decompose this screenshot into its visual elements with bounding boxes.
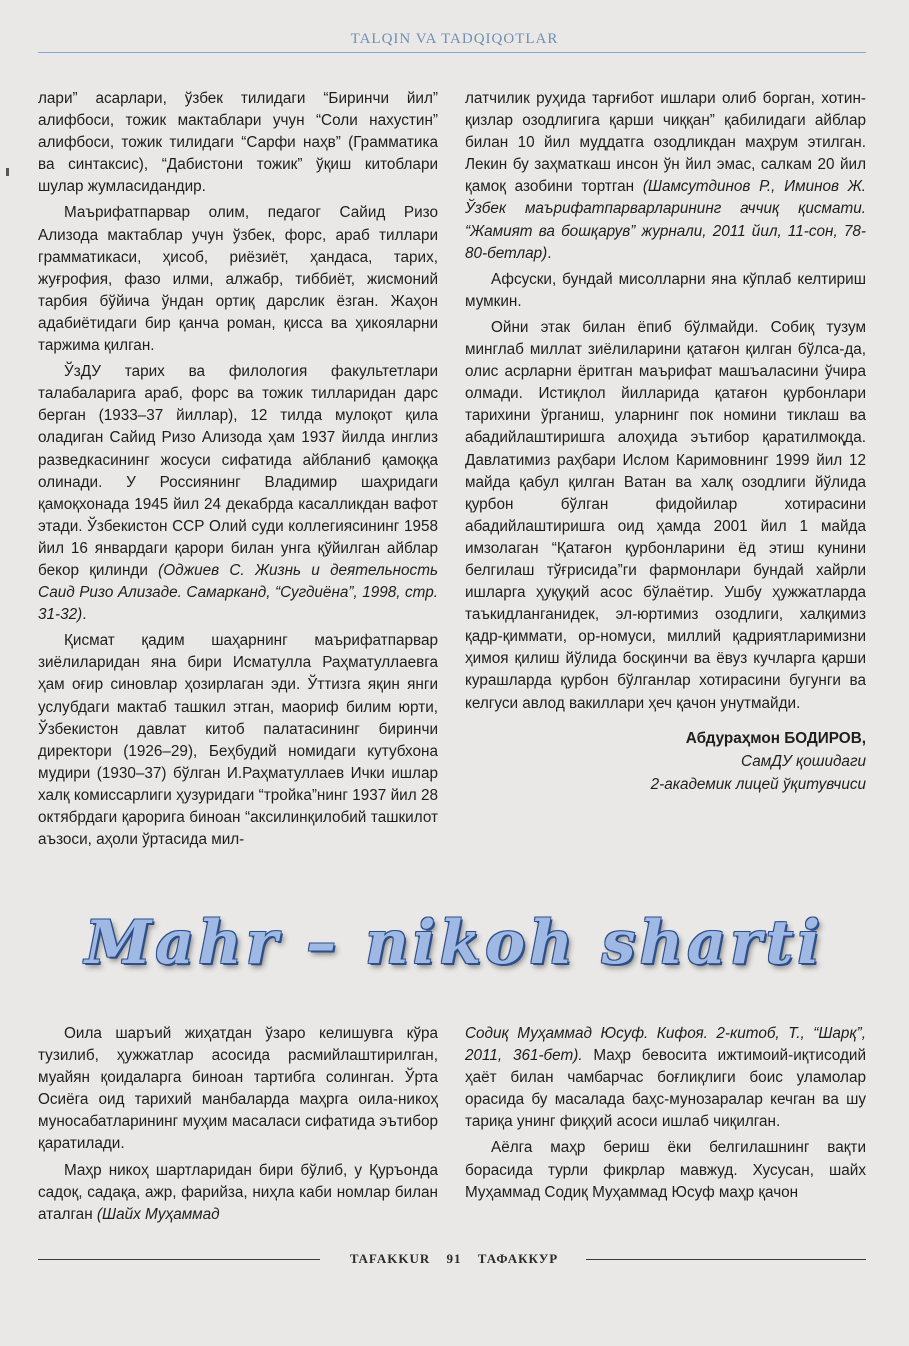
paragraph: Оила шаръий жиҳатдан ўзаро келишувга кўра тузилиб, ҳужжатлар асосида расмийлаштирилган, муайян қоидаларга биноан тартибга солинган. Ўрта Осиёга оид тарихий манбаларда маҳрга оила-никоҳ муносабатларининг муҳим масаласи сифатида эътибор қаратилади. xyxy=(38,1025,438,1153)
author-signature xyxy=(465,727,866,796)
page-number: 91 xyxy=(446,1251,462,1266)
article2-column-2 xyxy=(465,1023,866,1204)
paragraph: Содиқ Муҳаммад Юсуф. Кифоя. 2-китоб, Т., “Шарқ”, 2011, 361-бет). Маҳр бевосита ижтимоий-иқтисодий ҳаёт билан чамбарчас боғлиқлиги боис уламолар орасида бу масалада баҳс-мунозаралар кечган ва шу тариқа унинг фиқҳий асоси ишлаб чиқилган. xyxy=(465,1025,866,1131)
author-affiliation: СамДУ қошидаги xyxy=(741,752,866,770)
citation: Содиқ Муҳаммад Юсуф. Кифоя. 2-китоб, Т., “Шарқ”, 2011, 361-бет). xyxy=(465,1025,866,1065)
citation: (Оджиев С. Жизнь и деятельность Саид Ризо Ализаде. Самарканд, “Сугдиёна”, 1998, стр. 31-32) xyxy=(38,561,438,624)
header-rule xyxy=(38,52,866,53)
paragraph: ЎзДУ тарих ва филология факультетлари талабаларига араб, форс ва тожик тилларидан дарс берган (1933–37 йиллар), 12 тилда мулоқот қила оладиган Сайид Ризо Ализода ҳам 1937 йилда инглиз разведкасининг жосуси сифатида айбланиб қамоққа олинади. У Россиянинг Владимир шаҳридаги қамоқхонада 1945 йил 24 декабрда касалликдан вафот этади. Ўзбекистон ССР Олий суди коллегиясининг 1958 йил 16 январдаги қарори билан унга қўйилган айблар бекор қилинди (Оджиев С. Жизнь и деятельность Саид Ризо Ализаде. Самарканд, “Сугдиёна”, 1998, стр. 31-32). xyxy=(38,363,438,624)
running-header: TALQIN VA TADQIQOTLAR xyxy=(350,31,559,47)
paragraph: Афсуски, бундай мисолларни яна кўплаб келтириш мумкин. xyxy=(465,270,866,310)
article1-column-1 xyxy=(38,88,438,851)
footer-rule-right xyxy=(586,1259,866,1260)
paragraph: лари” асарлари, ўзбек тилидаги “Биринчи йил” алифбоси, тожик мактаблари учун “Соли нахустин” алифбоси, тожик тилидаги “Сарфи наҳв” (Грамматика ва синтаксис), “Дабистони тожик” ўқиш китоблари шулар жумласидандир. xyxy=(38,90,438,196)
paragraph: Қисмат қадим шаҳарнинг маърифатпарвар зиёлиларидан яна бири Исматулла Раҳматуллаевга ҳам оғир синовлар ҳозирлаган эди. Ўттизга яқин янги услубдаги мактаб ташкил этган, маориф билим юрти, Ўзбекистон давлат китоб палатасининг биринчи директори (1926–29), Беҳбудий номидаги кутубхона мудири (1930–37) бўлган И.Раҳматуллаев Ички ишлар халқ комиссарлиги ҳузуридаги “тройка”нинг 1937 йил 28 октябрдаги қарорига биноан “аксилинқилобий ташкилот аъзоси, аҳоли ўртасида мил- xyxy=(38,632,438,849)
paragraph: Маърифатпарвар олим, педагог Сайид Ризо Ализода мактаблар учун ўзбек, форс, араб тиллари грамматикаси, ҳисоб, риёзиёт, ҳандаса, тарих, жуғрофия, фазо илми, алжабр, тиббиёт, жисмоний тарбия бўйича ўндан ортиқ дарслик ёзган. Жаҳон адабиётидаги бир қанча роман, қисса ва ҳикояларни таржима қилган. xyxy=(38,204,438,355)
article2-column-1 xyxy=(38,1023,438,1226)
author-name: Абдураҳмон БОДИРОВ, xyxy=(685,729,866,747)
margin-mark xyxy=(6,168,9,176)
footer-rule-left xyxy=(38,1259,320,1260)
footer-text xyxy=(326,1251,582,1267)
author-position: 2-академик лицей ўқитувчиси xyxy=(650,775,866,793)
citation: (Шамсутдинов Р., Иминов Ж. Ўзбек маърифатпарварларининг аччиқ қисмати. “Жамият ва бошқарув” журнали, 2011 йил, 11-сон, 78-80-бетлар) xyxy=(465,178,866,262)
article-title: Mahr – nikoh sharti xyxy=(84,908,825,978)
paragraph: Аёлга маҳр бериш ёки белгилашнинг вақти борасида турли фикрлар мавжуд. Хусусан, шайх Муҳаммад Содиқ Муҳаммад Юсуф маҳр қачон xyxy=(465,1139,866,1201)
page-footer xyxy=(38,1251,866,1267)
footer-journal-cyrillic: ТАФАККУР xyxy=(477,1251,559,1266)
citation: (Шайх Муҳаммад xyxy=(96,1205,220,1223)
footer-journal-latin: TAFAKKUR xyxy=(349,1251,431,1266)
paragraph: Ойни этак билан ёпиб бўлмайди. Собиқ тузум минглаб миллат зиёлиларини қатағон қилган бўлса-да, олис асрларни ёритган маърифат машъаласини ўчира олмади. Истиқлол йилларида қатағон қурбонлари тарихини ўрганиш, уларнинг пок номини тиклаш ва абадийлаштиришга алоҳида эътибор қаратилмоқда. Давлатимиз раҳбари Ислом Каримовнинг 1999 йил 12 майда қабул қилган Ватан ва халқ озодлиги йўлида қурбон бўлган фидойилар хотирасини абадийлаштиришга оид ҳамда 2001 йил 1 майда имзолаган “Қатағон қурбонларини ёд этиш кунини белгилаш тўғрисида”ги фармонлари бундай хайрли ишларга ҳуқуқий асос бўлаётир. Ушбу ҳужжатларда таъкидланганидек, эл-юртимиз озодлиги, халқимиз қадр-қиммати, ор-номуси, миллий қадриятларимизни ҳимоя қилиш йўлида босқинчи ва ёвуз кучларга қарши курашларда қурбон бўлганлар хотирасини бугунги ва келгуси авлод вакиллари ҳеч қачон унутмайди. xyxy=(465,318,866,712)
paragraph: латчилик руҳида тарғибот ишлари олиб борган, хотин-қизлар озодлигига қарши чиққан” қабилидаги айблар билан 10 йил муддатга озодликдан маҳрум этилган. Лекин бу заҳматкаш инсон ўн йил эмас, салкам 20 йил қамоқ азобини тортган (Шамсутдинов Р., Иминов Ж. Ўзбек маърифатпарварларининг аччиқ қисмати. “Жамият ва бошқарув” журнали, 2011 йил, 11-сон, 78-80-бетлар). xyxy=(465,90,866,262)
paragraph: Маҳр никоҳ шартларидан бири бўлиб, у Қуръонда садоқ, садақа, ажр, фарийза, ниҳла каби номлар билан аталган (Шайх Муҳаммад xyxy=(38,1161,438,1223)
article1-column-2 xyxy=(465,88,866,796)
